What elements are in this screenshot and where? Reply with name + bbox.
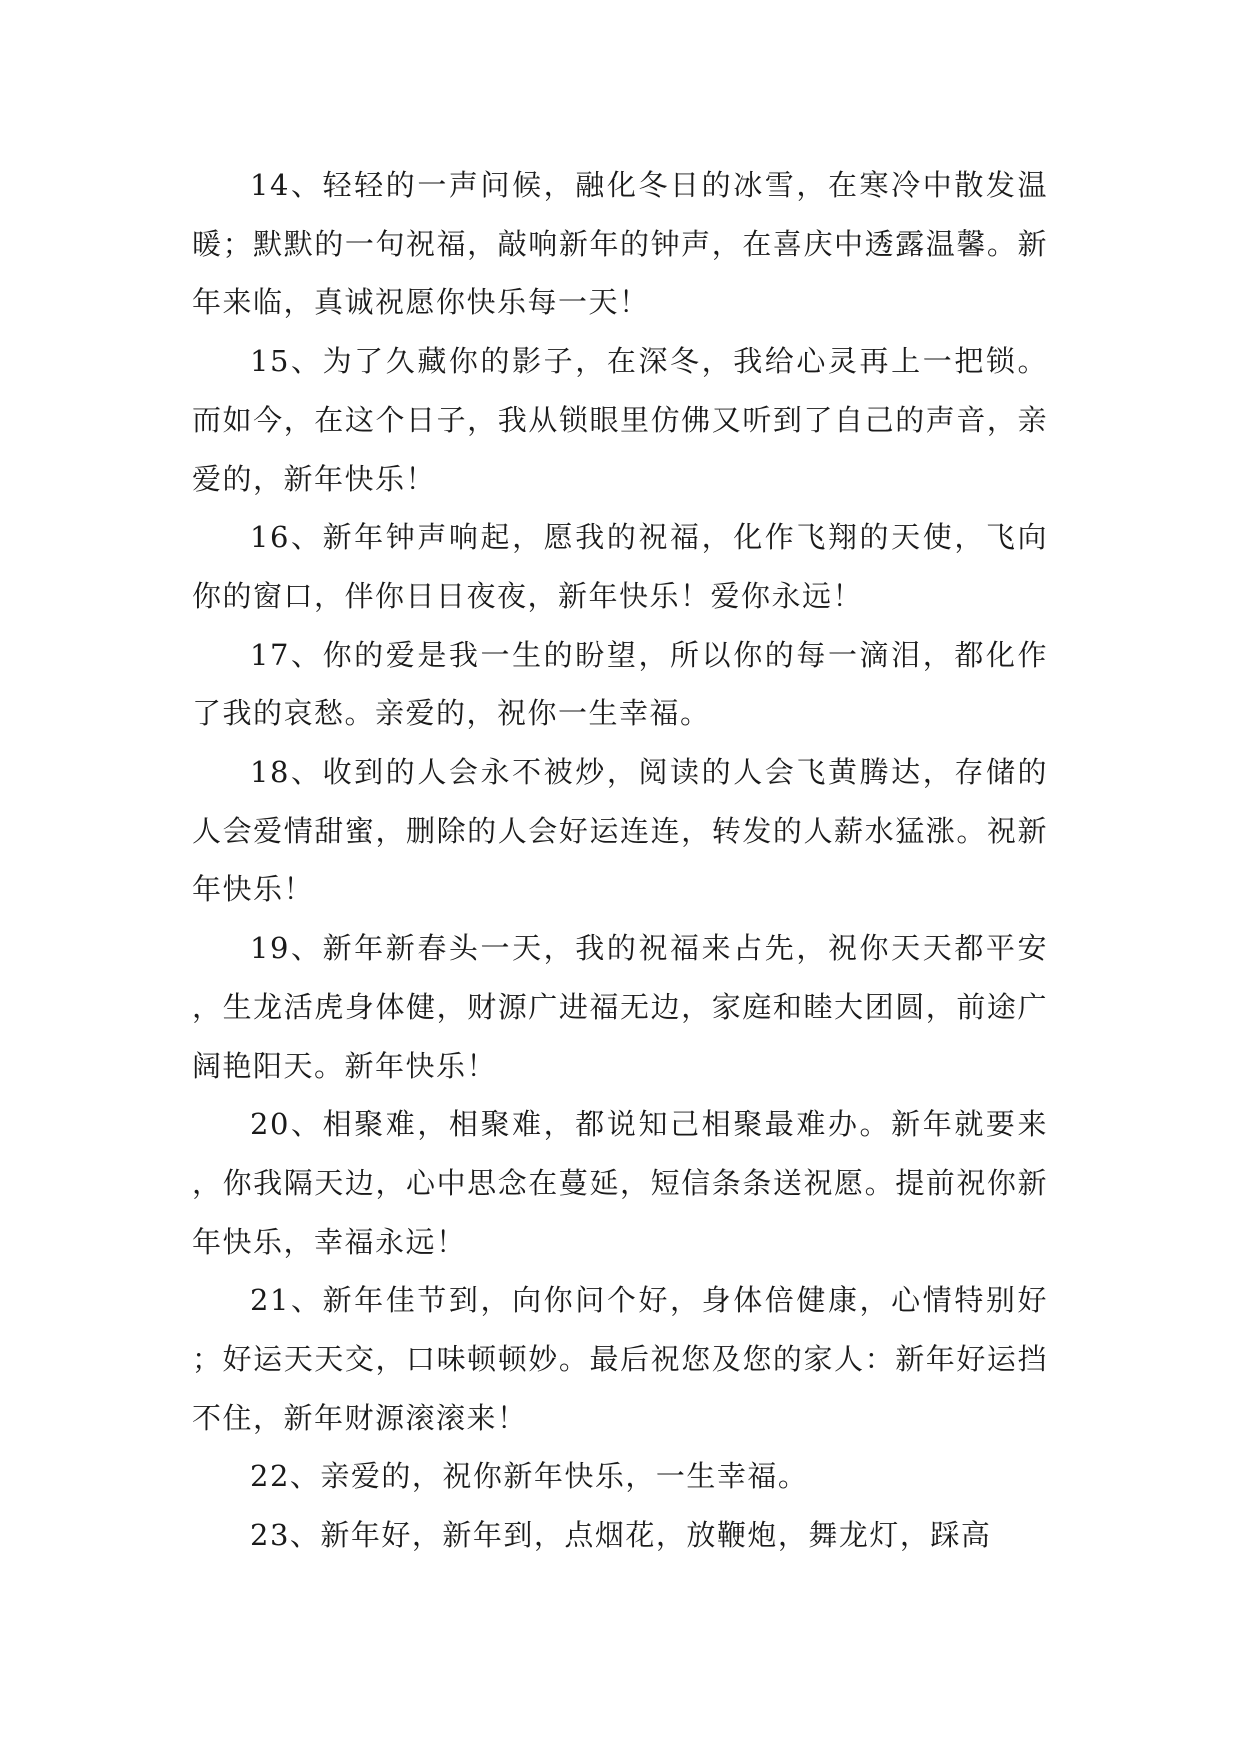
paragraph-19: 19、新年新春头一天，我的祝福来占先，祝你天天都平安，生龙活虎身体健，财源广进福无边，家庭和睦大团圆，前途广阔艳阳天。新年快乐！ [192, 931, 1048, 1083]
document-body [192, 156, 1048, 1565]
paragraph-14: 14、轻轻的一声问候，融化冬日的冰雪，在寒冷中散发温暖；默默的一句祝福，敲响新年的钟声，在喜庆中透露温馨。新年来临，真诚祝愿你快乐每一天！ [192, 168, 1048, 320]
paragraph-18: 18、收到的人会永不被炒，阅读的人会飞黄腾达，存储的人会爱情甜蜜，删除的人会好运连连，转发的人薪水猛涨。祝新年快乐！ [192, 755, 1048, 907]
paragraph-20: 20、相聚难，相聚难，都说知己相聚最难办。新年就要来，你我隔天边，心中思念在蔓延，短信条条送祝愿。提前祝你新年快乐，幸福永远！ [192, 1107, 1048, 1259]
paragraph-21: 21、新年佳节到，向你问个好，身体倍健康，心情特别好；好运天天交，口味顿顿妙。最后祝您及您的家人：新年好运挡不住，新年财源滚滚来！ [192, 1283, 1048, 1435]
paragraph-17: 17、你的爱是我一生的盼望，所以你的每一滴泪，都化作了我的哀愁。亲爱的，祝你一生幸福。 [192, 637, 1048, 731]
paragraph-22: 22、亲爱的，祝你新年快乐，一生幸福。 [250, 1459, 809, 1494]
paragraph-23: 23、新年好，新年到，点烟花，放鞭炮，舞龙灯，踩高 [250, 1518, 992, 1553]
paragraph-15: 15、为了久藏你的影子，在深冬，我给心灵再上一把锁。而如今，在这个日子，我从锁眼里仿佛又听到了自己的声音，亲爱的，新年快乐！ [192, 344, 1048, 496]
paragraph-16: 16、新年钟声响起，愿我的祝福，化作飞翔的天使，飞向你的窗口，伴你日日夜夜，新年快乐！爱你永远！ [192, 520, 1048, 613]
